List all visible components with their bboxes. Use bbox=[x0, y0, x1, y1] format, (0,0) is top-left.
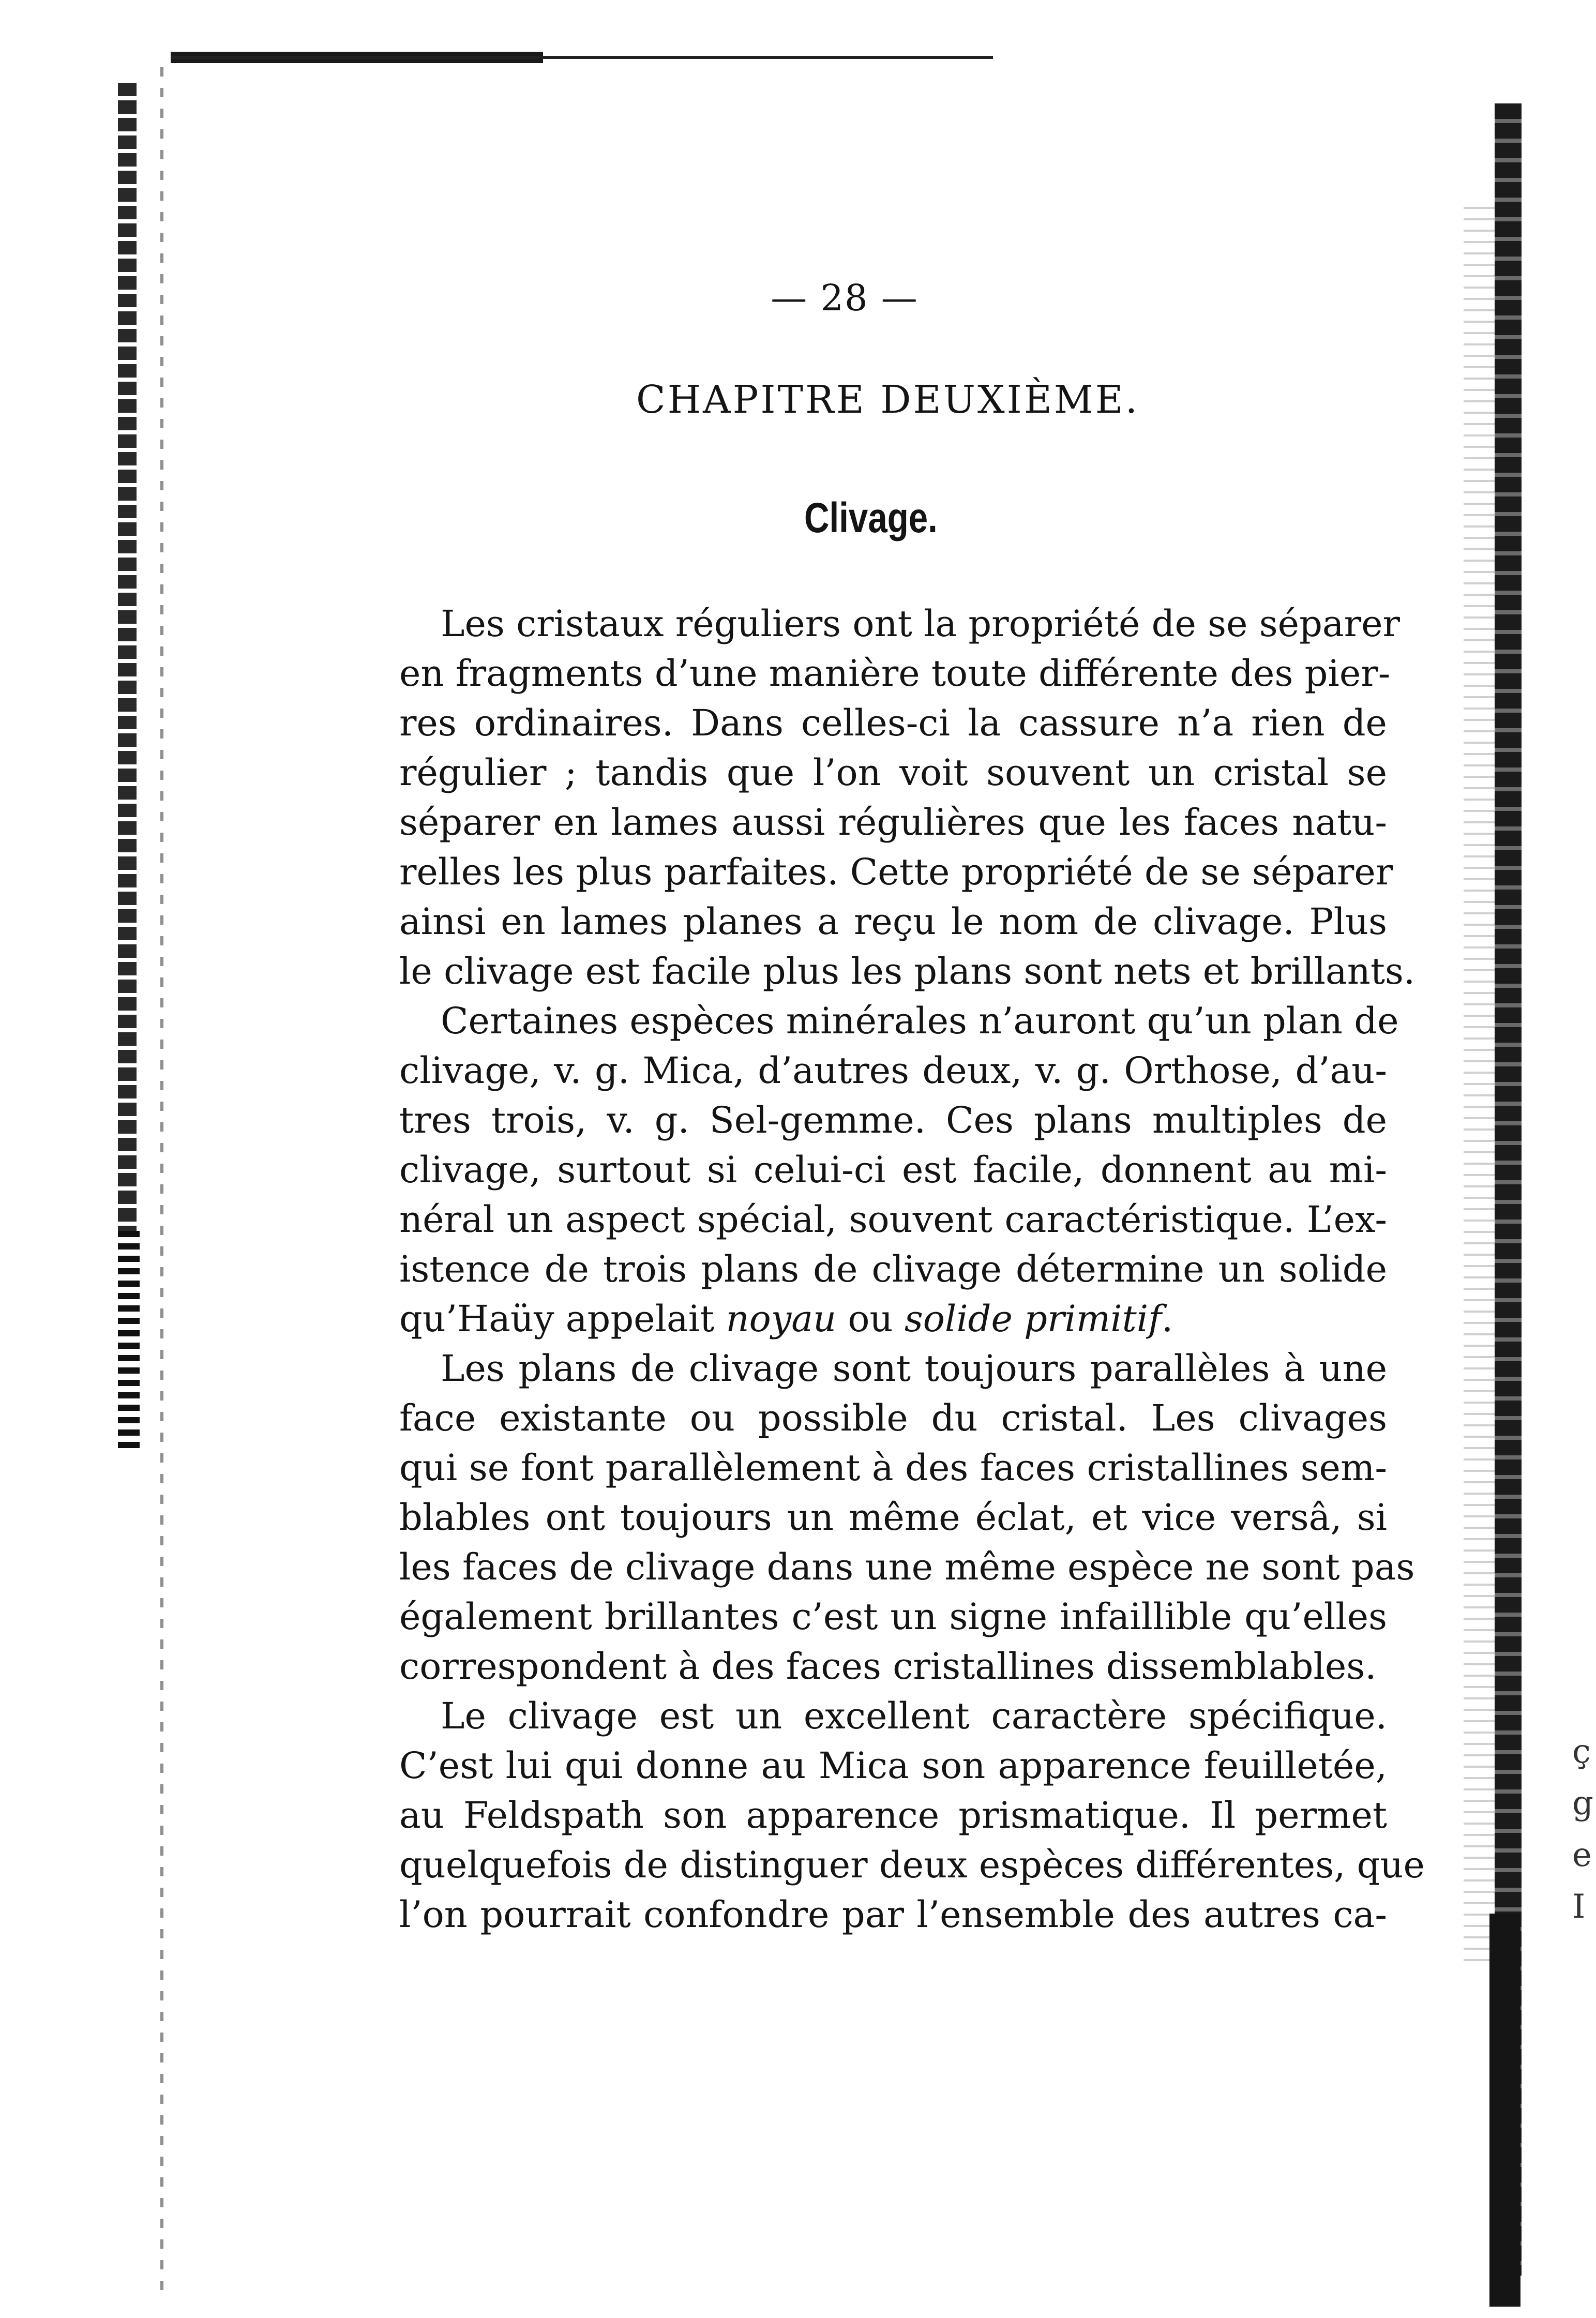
text-line: res ordinaires. Dans celles-ci la cassure n’a rien de bbox=[399, 702, 1387, 744]
text-line: clivage, v. g. Mica, d’autres deux, v. g. Orthose, d’au- bbox=[399, 1049, 1387, 1092]
text-run: qu’Haüy appelait bbox=[399, 1298, 726, 1340]
text-line: tres trois, v. g. Sel-gemme. Ces plans multiples de bbox=[399, 1099, 1387, 1141]
text-line: séparer en lames aussi régulières que les faces natu- bbox=[399, 801, 1387, 844]
scan-edge-left bbox=[118, 83, 137, 1324]
italic-term: solide primitif bbox=[904, 1298, 1162, 1340]
text-line: face existante ou possible du cristal. Les clivages bbox=[399, 1397, 1387, 1439]
text-line: blables ont toujours un même éclat, et vice versâ, si bbox=[399, 1496, 1387, 1539]
scan-edge-top-rule bbox=[171, 56, 993, 59]
text-line: clivage, surtout si celui-ci est facile, donnent au mi- bbox=[399, 1149, 1387, 1191]
scan-edge-right-fade bbox=[1464, 207, 1495, 1965]
text-line: en fragments d’une manière toute différente des pier- bbox=[399, 652, 1391, 695]
scan-edge-left-thin bbox=[160, 67, 163, 2291]
next-page-fragment: e bbox=[1572, 1836, 1592, 1874]
section-heading: Clivage. bbox=[804, 494, 938, 541]
text-line: les faces de clivage dans une même espèce ne sont pas bbox=[399, 1546, 1415, 1588]
next-page-fragment: I bbox=[1572, 1888, 1586, 1926]
scan-edge-left-lower bbox=[118, 1231, 140, 1448]
text-line: correspondent à des faces cristallines dissemblables. bbox=[399, 1645, 1377, 1688]
text-line: le clivage est facile plus les plans sont nets et brillants. bbox=[399, 950, 1416, 992]
text-line: istence de trois plans de clivage détermine un solide bbox=[399, 1248, 1387, 1290]
italic-term: noyau bbox=[726, 1298, 837, 1340]
text-line: relles les plus parfaites. Cette propriété de se séparer bbox=[399, 851, 1393, 893]
text-line: quelquefois de distinguer deux espèces différentes, que bbox=[399, 1844, 1425, 1886]
text-line bbox=[399, 1294, 1387, 1344]
text-line: Les cristaux réguliers ont la propriété de se séparer bbox=[441, 603, 1400, 645]
text-line: Certaines espèces minérales n’auront qu’un plan de bbox=[441, 1000, 1399, 1042]
next-page-fragment: ç bbox=[1572, 1733, 1591, 1771]
page-number-text: — 28 — bbox=[771, 277, 919, 319]
page-number bbox=[0, 277, 1596, 319]
text-line: au Feldspath son apparence prismatique. Il permet bbox=[399, 1794, 1387, 1837]
chapter-heading: CHAPITRE DEUXIÈME. bbox=[636, 378, 1140, 422]
text-run: ou bbox=[836, 1298, 905, 1340]
body-text bbox=[399, 599, 1425, 1939]
text-line: C’est lui qui donne au Mica son apparence feuilletée, bbox=[399, 1744, 1387, 1787]
text-line: Les plans de clivage sont toujours parallèles à une bbox=[441, 1347, 1387, 1390]
text-line: Le clivage est un excellent caractère spécifique. bbox=[441, 1695, 1387, 1737]
text-line: l’on pourrait confondre par l’ensemble des autres ca- bbox=[399, 1893, 1387, 1936]
text-line: également brillantes c’est un signe infaillible qu’elles bbox=[399, 1595, 1387, 1638]
text-line: qui se font parallèlement à des faces cristallines sem- bbox=[399, 1447, 1387, 1489]
scan-edge-right-bottom bbox=[1489, 1914, 1520, 2307]
text-line: ainsi en lames planes a reçu le nom de clivage. Plus bbox=[399, 900, 1387, 943]
next-page-fragment: g bbox=[1572, 1784, 1593, 1823]
text-run: . bbox=[1162, 1298, 1173, 1340]
text-line: régulier ; tandis que l’on voit souvent un cristal se bbox=[399, 751, 1387, 794]
text-line: néral un aspect spécial, souvent caractéristique. L’ex- bbox=[399, 1198, 1387, 1241]
